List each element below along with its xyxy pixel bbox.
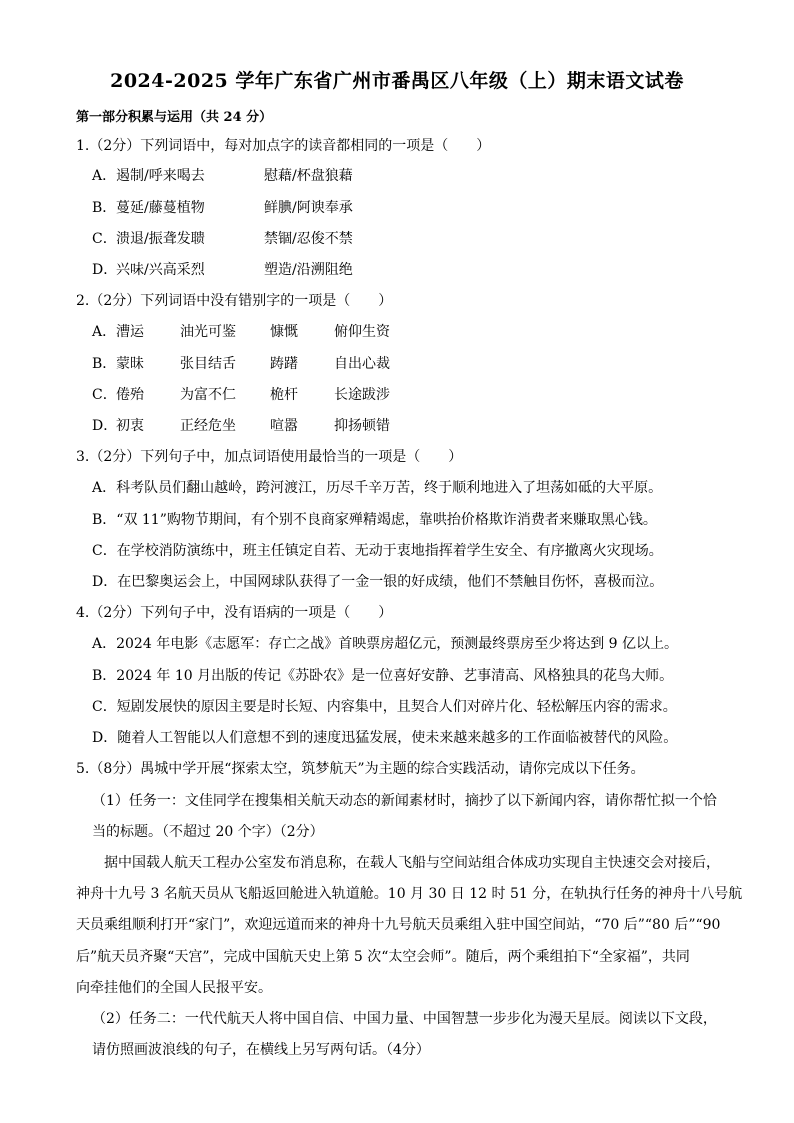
question-3-stem: 3.（2分）下列句子中，加点词语使用最恰当的一项是（ ） [76, 449, 463, 465]
option-word: 长途跋涉 [334, 387, 390, 403]
q3-option-c[interactable]: C．在学校消防演练中，班主任镇定自若、无动于衷地指挥着学生安全、有序撤离火灾现场。 [92, 543, 663, 559]
option-word-pair: 慰藉/杯盘狼藉 [264, 168, 353, 184]
option-label: D． [92, 262, 118, 278]
option-word-pair: 鲜腆/阿谀奉承 [264, 200, 353, 216]
option-label: B． [92, 200, 117, 216]
option-word: 俯仰生资 [334, 324, 390, 340]
option-word-pair: 禁锢/忍俊不禁 [264, 231, 353, 247]
task-1-line: （1）任务一：文佳同学在搜集相关航天动态的新闻素材时，摘抄了以下新闻内容，请你帮忙拟一个恰 [92, 793, 717, 809]
question-1-stem: 1.（2分）下列词语中，每对加点字的读音都相同的一项是（ ） [76, 138, 491, 154]
q1-option-a[interactable] [92, 166, 353, 186]
option-word-pair: 塑造/沿溯阻绝 [264, 262, 353, 278]
q3-option-b[interactable]: B．“双 11”购物节期间，有个别不良商家殚精竭虑，靠哄抬价格欺诈消费者来赚取黑心钱。 [92, 512, 657, 528]
option-word: 初衷 [116, 418, 144, 434]
option-label: A． [92, 324, 117, 340]
option-word: 正经危坐 [180, 418, 236, 434]
news-paragraph-line: 向牵挂他们的全国人民报平安。 [76, 980, 272, 996]
option-word: 漕运 [116, 324, 144, 340]
option-word: 踌躇 [270, 356, 298, 372]
q4-option-c[interactable]: C．短剧发展快的原因主要是时长短、内容集中，且契合人们对碎片化、轻松解压内容的需求。 [92, 699, 677, 715]
q4-option-a[interactable]: A．2024 年电影《志愿军：存亡之战》首映票房超亿元，预测最终票房至少将达到 9 亿以上。 [92, 636, 678, 652]
option-label: A． [92, 168, 117, 184]
option-word: 油光可鉴 [180, 324, 236, 340]
news-paragraph-line: 神舟十九号 3 名航天员从飞船返回舱进入轨道舱。10 月 30 日 12 时 51 分，在轨执行任务的神舟十八号航 [76, 886, 743, 902]
task-2-line: （2）任务二：一代代航天人将中国自信、中国力量、中国智慧一步步化为漫天星辰。阅读以下文段， [92, 1011, 717, 1027]
question-2-stem: 2.（2分）下列词语中没有错别字的一项是（ ） [76, 293, 393, 309]
question-4-stem: 4.（2分）下列句子中，没有语病的一项是（ ） [76, 605, 393, 621]
q2-option-a[interactable] [92, 322, 390, 342]
option-word: 慷慨 [270, 324, 298, 340]
q2-option-d[interactable] [92, 416, 390, 436]
section-heading: 第一部分积累与运用（共 24 分） [76, 110, 273, 125]
option-label: C． [92, 387, 117, 403]
q1-option-c[interactable] [92, 229, 353, 249]
option-word: 张目结舌 [180, 356, 236, 372]
option-label: B． [92, 356, 117, 372]
q4-option-b[interactable]: B．2024 年 10 月出版的传记《苏卧农》是一位喜好安静、艺事清高、风格独具的花鸟大师。 [92, 668, 674, 684]
task-2-line: 请仿照画波浪线的句子，在横线上另写两句话。（4分） [92, 1042, 430, 1058]
news-paragraph-line: 据中国载人航天工程办公室发布消息称，在载人飞船与空间站组合体成功实现自主快速交会对接后， [104, 855, 720, 871]
option-word: 蒙昧 [116, 356, 144, 372]
question-5-stem: 5.（8分）禺城中学开展“探索太空，筑梦航天”为主题的综合实践活动，请你完成以下任务。 [76, 761, 645, 777]
q1-option-b[interactable] [92, 198, 353, 218]
option-word: 倦殆 [116, 387, 144, 403]
q4-option-d[interactable]: D．随着人工智能以人们意想不到的速度迅猛发展，使未来越来越多的工作面临被替代的风险。 [92, 730, 678, 746]
option-word: 桅杆 [270, 387, 298, 403]
q2-option-b[interactable] [92, 354, 390, 374]
q1-option-d[interactable] [92, 260, 353, 280]
option-word-pair: 兴味/兴高采烈 [116, 262, 205, 278]
option-label: D． [92, 418, 118, 434]
option-word: 自出心裁 [334, 356, 390, 372]
news-paragraph-line: 后”航天员齐聚“天宫”，完成中国航天史上第 5 次“太空会师”。随后，两个乘组拍下“全家福”，共同 [76, 949, 690, 965]
option-word-pair: 溃退/振聋发聩 [116, 231, 205, 247]
q3-option-d[interactable]: D．在巴黎奥运会上，中国网球队获得了一金一银的好成绩，他们不禁触目伤怀，喜极而泣。 [92, 574, 664, 590]
option-word-pair: 遏制/呼来喝去 [116, 168, 205, 184]
option-label: C． [92, 231, 117, 247]
option-word: 抑扬顿错 [334, 418, 390, 434]
news-paragraph-line: 天员乘组顺利打开“家门”，欢迎远道而来的神舟十九号航天员乘组入驻中国空间站，“70 后”“80 后”“90 [76, 917, 721, 933]
q2-option-c[interactable] [92, 385, 390, 405]
option-word: 为富不仁 [180, 387, 236, 403]
option-word-pair: 蔓延/藤蔓植物 [116, 200, 205, 216]
exam-title: 2024-2025 学年广东省广州市番禺区八年级（上）期末语文试卷 [110, 70, 684, 92]
option-word: 喧嚣 [270, 418, 298, 434]
task-1-line: 当的标题。（不超过 20 个字）（2分） [92, 824, 324, 840]
q3-option-a[interactable]: A．科考队员们翻山越岭，跨河渡江，历尽千辛万苦，终于顺利地进入了坦荡如砥的大平原。 [92, 480, 663, 496]
